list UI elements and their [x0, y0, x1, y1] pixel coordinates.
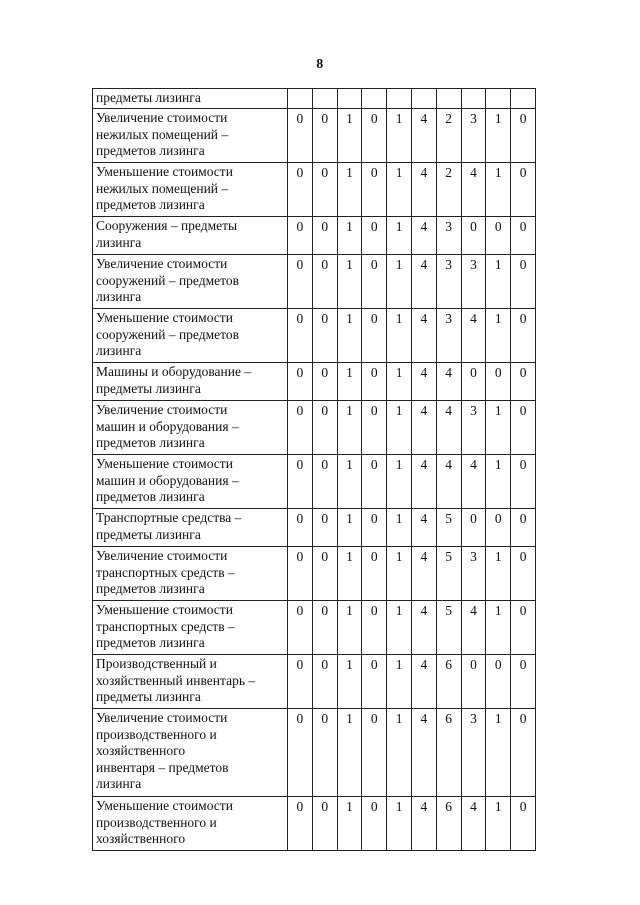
row-name-cell [93, 309, 288, 363]
code-digit-cell: 5 [436, 601, 461, 655]
code-digit-cell: 0 [288, 547, 313, 601]
row-name-line: нежилых помещений – [96, 180, 229, 196]
code-digit-cell: 4 [411, 797, 436, 851]
code-digit-cell: 0 [511, 655, 536, 709]
code-digit-cell: 1 [387, 601, 412, 655]
code-digit-cell: 0 [312, 509, 337, 547]
code-digit-cell: 0 [486, 217, 511, 255]
code-digit-cell: 4 [411, 109, 436, 163]
code-digit-cell: 0 [461, 363, 486, 401]
code-digit-cell: 0 [288, 217, 313, 255]
row-name-line: предметов лизинга [96, 143, 205, 158]
code-digit-cell: 0 [312, 163, 337, 217]
row-name-line: машин и оборудования – [96, 472, 239, 488]
code-digit-cell: 1 [337, 455, 362, 509]
row-name-line: сооружений – предметов [96, 272, 239, 288]
code-digit-cell: 5 [436, 509, 461, 547]
code-digit-cell: 0 [312, 797, 337, 851]
code-digit-cell: 4 [411, 709, 436, 797]
code-digit-cell: 1 [486, 547, 511, 601]
row-name-line: Увеличение стоимости [96, 256, 228, 271]
row-name-line: Увеличение стоимости [96, 110, 228, 125]
row-name-line: лизинга [96, 234, 142, 250]
code-digit-cell: 1 [387, 163, 412, 217]
code-digit-cell: 0 [486, 363, 511, 401]
code-digit-cell: 1 [387, 309, 412, 363]
code-digit-cell: 4 [436, 401, 461, 455]
code-digit-cell: 4 [461, 797, 486, 851]
code-digit-cell: 1 [486, 255, 511, 309]
code-digit-cell: 0 [312, 363, 337, 401]
code-digit-cell [461, 89, 486, 109]
code-digit-cell: 1 [387, 455, 412, 509]
row-name-line: предметов лизинга [96, 435, 205, 450]
row-name-line: лизинга [96, 343, 142, 358]
code-digit-cell: 3 [461, 709, 486, 797]
table-row [93, 547, 536, 601]
code-digit-cell: 0 [288, 509, 313, 547]
code-digit-cell: 2 [436, 109, 461, 163]
code-digit-cell: 0 [511, 163, 536, 217]
code-digit-cell: 1 [387, 109, 412, 163]
code-digit-cell: 1 [387, 401, 412, 455]
row-name-cell [93, 547, 288, 601]
code-digit-cell: 0 [511, 509, 536, 547]
row-name-line: предметы лизинга [96, 689, 201, 704]
code-digit-cell: 0 [461, 655, 486, 709]
table-row [93, 255, 536, 309]
code-digit-cell: 1 [486, 601, 511, 655]
code-digit-cell: 0 [511, 547, 536, 601]
code-digit-cell: 0 [362, 797, 387, 851]
code-digit-cell: 0 [511, 601, 536, 655]
code-digit-cell: 1 [387, 547, 412, 601]
table-row [93, 509, 536, 547]
row-name-line: транспортных средств – [96, 618, 235, 634]
code-digit-cell [387, 89, 412, 109]
code-digit-cell: 0 [288, 455, 313, 509]
table-row [93, 455, 536, 509]
code-digit-cell: 0 [362, 163, 387, 217]
row-name-cell [93, 163, 288, 217]
code-digit-cell [486, 89, 511, 109]
row-name-line: инвентаря – предметов [96, 759, 229, 775]
code-digit-cell: 4 [436, 455, 461, 509]
code-digit-cell: 0 [362, 655, 387, 709]
row-name-line: лизинга [96, 776, 142, 791]
code-digit-cell: 0 [362, 363, 387, 401]
row-name-line: лизинга [96, 289, 142, 304]
code-digit-cell: 1 [337, 217, 362, 255]
row-name-cell [93, 363, 288, 401]
table-row [93, 309, 536, 363]
code-digit-cell: 0 [288, 109, 313, 163]
code-digit-cell: 1 [387, 709, 412, 797]
row-name-line: предметы лизинга [96, 90, 201, 105]
code-digit-cell: 0 [312, 455, 337, 509]
row-name-line: предметов лизинга [96, 581, 205, 596]
code-digit-cell: 0 [312, 217, 337, 255]
code-digit-cell: 0 [288, 797, 313, 851]
row-name-line: хозяйственный инвентарь – [96, 672, 256, 688]
code-digit-cell: 0 [288, 655, 313, 709]
code-digit-cell: 4 [461, 455, 486, 509]
row-name-line: предметов лизинга [96, 635, 205, 650]
code-digit-cell: 1 [387, 363, 412, 401]
table-row [93, 363, 536, 401]
code-digit-cell: 4 [411, 255, 436, 309]
code-digit-cell: 4 [461, 163, 486, 217]
row-name-cell [93, 601, 288, 655]
code-digit-cell: 4 [411, 401, 436, 455]
row-name-line: сооружений – предметов [96, 326, 239, 342]
row-name-cell [93, 401, 288, 455]
row-name-cell [93, 797, 288, 851]
code-digit-cell: 1 [387, 655, 412, 709]
row-name-line: Уменьшение стоимости [96, 310, 233, 325]
code-digit-cell: 0 [511, 401, 536, 455]
code-digit-cell: 4 [411, 509, 436, 547]
code-digit-cell: 4 [411, 309, 436, 363]
code-digit-cell: 0 [362, 509, 387, 547]
code-digit-cell: 3 [436, 255, 461, 309]
code-digit-cell: 3 [436, 217, 461, 255]
code-digit-cell: 1 [337, 601, 362, 655]
code-digit-cell: 0 [461, 509, 486, 547]
code-digit-cell: 0 [312, 601, 337, 655]
table-row [93, 401, 536, 455]
row-name-cell [93, 255, 288, 309]
code-digit-cell: 0 [362, 455, 387, 509]
code-digit-cell: 0 [362, 255, 387, 309]
code-digit-cell: 0 [511, 797, 536, 851]
code-digit-cell: 1 [337, 709, 362, 797]
budget-classification-table [92, 88, 536, 851]
code-digit-cell [436, 89, 461, 109]
code-digit-cell [411, 89, 436, 109]
code-digit-cell: 0 [511, 363, 536, 401]
code-digit-cell: 1 [337, 309, 362, 363]
code-digit-cell: 3 [436, 309, 461, 363]
code-digit-cell: 1 [486, 709, 511, 797]
code-digit-cell [312, 89, 337, 109]
row-name-cell [93, 109, 288, 163]
row-name-line: производственного и [96, 726, 217, 742]
row-name-cell [93, 455, 288, 509]
code-digit-cell: 1 [387, 797, 412, 851]
code-digit-cell: 4 [411, 363, 436, 401]
row-name-cell [93, 709, 288, 797]
code-digit-cell: 0 [312, 255, 337, 309]
row-name-line: Уменьшение стоимости [96, 798, 233, 813]
code-digit-cell: 0 [486, 655, 511, 709]
code-digit-cell: 4 [411, 655, 436, 709]
code-digit-cell: 0 [312, 109, 337, 163]
row-name-line: Транспортные средства – [96, 510, 242, 525]
table-row [93, 655, 536, 709]
code-digit-cell: 0 [362, 709, 387, 797]
code-digit-cell: 0 [312, 547, 337, 601]
code-digit-cell: 1 [337, 255, 362, 309]
code-digit-cell: 3 [461, 109, 486, 163]
code-digit-cell: 0 [511, 109, 536, 163]
code-digit-cell: 0 [461, 217, 486, 255]
code-digit-cell: 1 [337, 797, 362, 851]
table-row [93, 797, 536, 851]
code-digit-cell: 1 [486, 797, 511, 851]
row-name-line: транспортных средств – [96, 564, 235, 580]
code-digit-cell: 4 [461, 601, 486, 655]
code-digit-cell: 4 [411, 547, 436, 601]
code-digit-cell: 0 [511, 709, 536, 797]
code-digit-cell: 0 [511, 217, 536, 255]
row-name-line: предметов лизинга [96, 197, 205, 212]
row-name-line: Уменьшение стоимости [96, 456, 233, 471]
code-digit-cell: 1 [387, 255, 412, 309]
code-digit-cell: 2 [436, 163, 461, 217]
code-digit-cell: 1 [337, 547, 362, 601]
code-digit-cell: 0 [288, 309, 313, 363]
row-name-line: хозяйственного [96, 831, 186, 846]
code-digit-cell: 0 [312, 709, 337, 797]
code-digit-cell: 0 [511, 309, 536, 363]
row-name-line: предметы лизинга [96, 526, 201, 542]
row-name-cell [93, 509, 288, 547]
code-digit-cell: 1 [337, 363, 362, 401]
code-digit-cell: 0 [511, 255, 536, 309]
code-digit-cell [337, 89, 362, 109]
row-name-line: предметов лизинга [96, 489, 205, 504]
code-digit-cell: 5 [436, 547, 461, 601]
code-digit-cell: 0 [362, 309, 387, 363]
code-digit-cell: 1 [486, 309, 511, 363]
code-digit-cell: 1 [337, 401, 362, 455]
code-digit-cell: 0 [312, 401, 337, 455]
table-body [93, 89, 536, 851]
code-digit-cell: 0 [486, 509, 511, 547]
code-digit-cell: 3 [461, 255, 486, 309]
code-digit-cell: 3 [461, 547, 486, 601]
code-digit-cell [362, 89, 387, 109]
code-digit-cell: 1 [486, 401, 511, 455]
code-digit-cell: 1 [486, 455, 511, 509]
code-digit-cell: 0 [362, 109, 387, 163]
code-digit-cell: 4 [411, 163, 436, 217]
row-name-line: хозяйственного [96, 743, 186, 758]
code-digit-cell: 4 [461, 309, 486, 363]
code-digit-cell: 0 [511, 455, 536, 509]
code-digit-cell: 1 [337, 509, 362, 547]
table-row [93, 89, 536, 109]
code-digit-cell: 6 [436, 655, 461, 709]
code-digit-cell: 1 [337, 655, 362, 709]
code-digit-cell: 4 [411, 217, 436, 255]
code-digit-cell: 0 [288, 163, 313, 217]
code-digit-cell: 0 [288, 255, 313, 309]
table-row [93, 709, 536, 797]
row-name-cell [93, 655, 288, 709]
code-digit-cell [511, 89, 536, 109]
page-number: 8 [316, 57, 324, 72]
row-name-line: нежилых помещений – [96, 126, 229, 142]
code-digit-cell: 0 [312, 655, 337, 709]
row-name-cell [93, 217, 288, 255]
code-digit-cell: 0 [362, 547, 387, 601]
row-name-line: Увеличение стоимости [96, 548, 228, 563]
code-digit-cell: 4 [411, 601, 436, 655]
code-digit-cell: 3 [461, 401, 486, 455]
row-name-cell [93, 89, 288, 109]
code-digit-cell: 6 [436, 797, 461, 851]
code-digit-cell: 1 [387, 217, 412, 255]
row-name-line: Производственный и [96, 656, 217, 671]
row-name-line: Сооружения – предметы [96, 218, 238, 233]
code-digit-cell: 6 [436, 709, 461, 797]
code-digit-cell: 0 [288, 709, 313, 797]
row-name-line: Увеличение стоимости [96, 402, 228, 417]
row-name-line: Машины и оборудование – [96, 364, 252, 379]
code-digit-cell: 0 [362, 217, 387, 255]
code-digit-cell: 0 [288, 401, 313, 455]
row-name-line: производственного и [96, 814, 217, 830]
code-digit-cell: 1 [486, 109, 511, 163]
table-row [93, 601, 536, 655]
row-name-line: Увеличение стоимости [96, 710, 228, 725]
code-digit-cell: 0 [362, 401, 387, 455]
row-name-line: предметы лизинга [96, 380, 201, 396]
code-digit-cell: 4 [436, 363, 461, 401]
code-digit-cell: 0 [362, 601, 387, 655]
code-digit-cell: 1 [337, 163, 362, 217]
code-digit-cell: 1 [337, 109, 362, 163]
code-digit-cell: 1 [486, 163, 511, 217]
code-digit-cell: 0 [312, 309, 337, 363]
code-digit-cell: 0 [288, 363, 313, 401]
table-row [93, 217, 536, 255]
code-digit-cell: 0 [288, 601, 313, 655]
code-digit-cell: 4 [411, 455, 436, 509]
code-digit-cell [288, 89, 313, 109]
table-row [93, 163, 536, 217]
row-name-line: Уменьшение стоимости [96, 164, 233, 179]
code-digit-cell: 1 [387, 509, 412, 547]
table-row [93, 109, 536, 163]
row-name-line: машин и оборудования – [96, 418, 239, 434]
row-name-line: Уменьшение стоимости [96, 602, 233, 617]
